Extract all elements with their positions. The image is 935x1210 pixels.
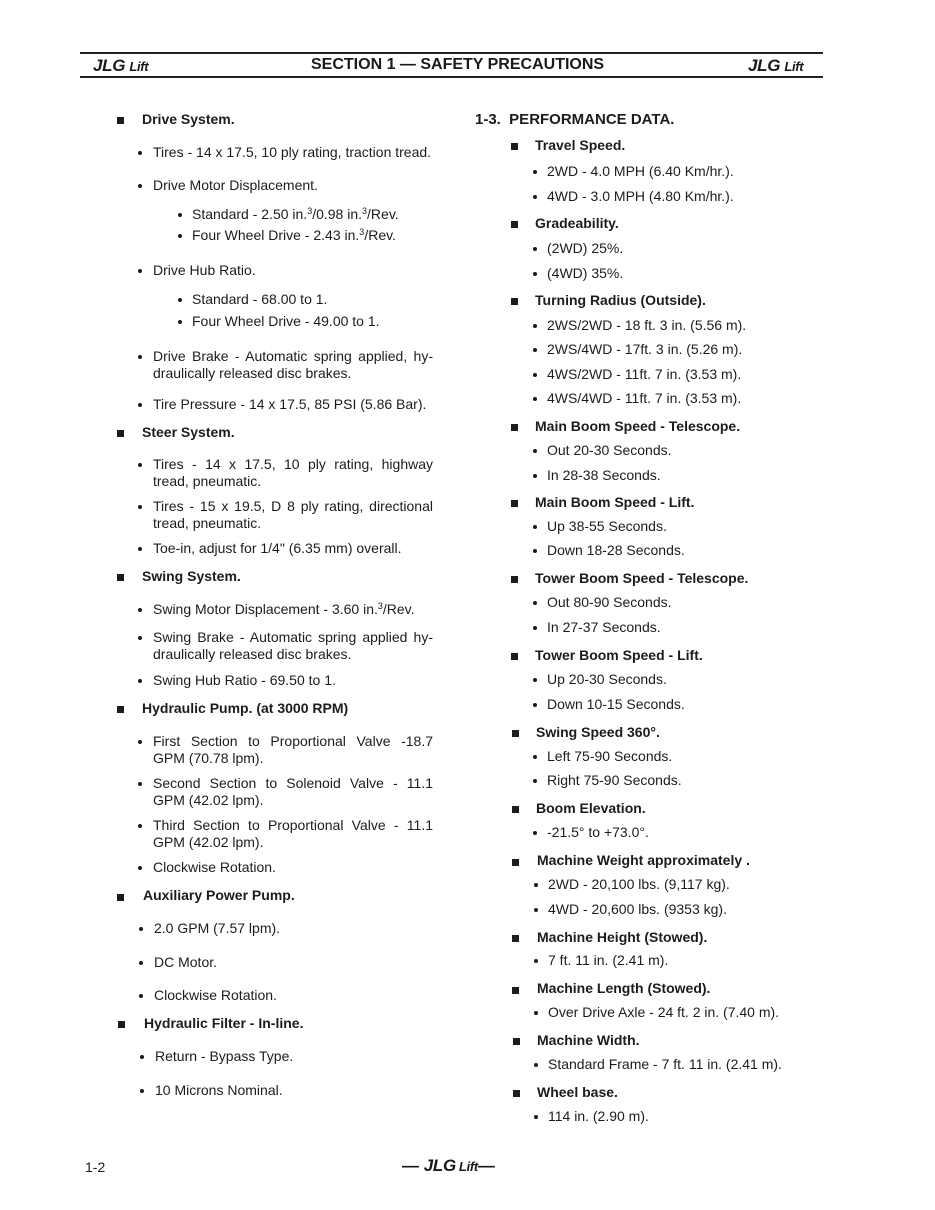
footer-logo: — JLG Lift— — [402, 1156, 495, 1175]
list-item: Up 20-30 Seconds. — [547, 671, 667, 687]
bullet-icon — [139, 927, 143, 931]
performance-data-title: 1-3. PERFORMANCE DATA. — [475, 111, 675, 128]
list-item: In 27-37 Seconds. — [547, 619, 661, 635]
section-heading: Turning Radius (Outside). — [535, 292, 706, 308]
bullet-icon — [138, 824, 142, 828]
section-heading: Main Boom Speed - Telescope. — [535, 418, 741, 434]
bullet-icon — [533, 449, 537, 453]
list-item: Swing Brake - Automatic spring applied hy-draulically released disc brakes. — [153, 629, 433, 662]
bullet-icon — [534, 1115, 538, 1119]
list-item: 4WS/2WD - 11ft. 7 in. (3.53 m). — [547, 366, 742, 382]
bullet-icon — [138, 740, 142, 744]
square-bullet-icon — [511, 298, 518, 305]
bullet-icon — [534, 883, 538, 887]
section-heading: Machine Length (Stowed). — [537, 980, 711, 996]
square-bullet-icon — [511, 221, 518, 228]
square-bullet-icon — [117, 894, 124, 901]
bullet-icon — [178, 213, 182, 217]
list-item: Down 18-28 Seconds. — [547, 542, 685, 558]
list-item: Swing Motor Displacement - 3.60 in.$^3$/Rev. — [153, 601, 415, 617]
bullet-icon — [533, 831, 537, 835]
bullet-icon — [533, 348, 537, 352]
list-item: Second Section to Solenoid Valve - 11.1 GPM (42.02 lpm). — [153, 775, 433, 808]
list-item: Clockwise Rotation. — [154, 987, 277, 1003]
list-item: Over Drive Axle - 24 ft. 2 in. (7.40 m). — [548, 1004, 780, 1020]
bullet-icon — [138, 269, 142, 273]
bullet-icon — [138, 866, 142, 870]
square-bullet-icon — [512, 987, 519, 994]
section-heading: Travel Speed. — [535, 137, 626, 153]
header-top-rule — [80, 52, 823, 54]
section-heading-swing-system: Swing System. — [142, 568, 241, 584]
list-item: 4WD - 20,600 lbs. (9353 kg). — [548, 901, 727, 917]
bullet-icon — [140, 1089, 144, 1093]
list-item: Standard - 68.00 to 1. — [192, 291, 328, 307]
bullet-icon — [534, 959, 538, 963]
square-bullet-icon — [512, 935, 519, 942]
bullet-icon — [138, 403, 142, 407]
list-item: Four Wheel Drive - 49.00 to 1. — [192, 313, 380, 329]
bullet-icon — [138, 505, 142, 509]
bullet-icon — [178, 320, 182, 324]
list-item: 2WD - 4.0 MPH (6.40 Km/hr.). — [547, 163, 734, 179]
list-item: 4WS/4WD - 11ft. 7 in. (3.53 m). — [547, 390, 742, 406]
list-item: Out 20-30 Seconds. — [547, 442, 672, 458]
list-item: 2WD - 20,100 lbs. (9,117 kg). — [548, 876, 730, 892]
bullet-icon — [138, 636, 142, 640]
section-heading: Machine Width. — [537, 1032, 640, 1048]
square-bullet-icon — [511, 424, 518, 431]
list-item: 7 ft. 11 in. (2.41 m). — [548, 952, 669, 968]
bullet-icon — [533, 601, 537, 605]
list-item: 10 Microns Nominal. — [155, 1082, 283, 1098]
bullet-icon — [533, 703, 537, 707]
bullet-icon — [533, 678, 537, 682]
section-heading-hydraulic-filter: Hydraulic Filter - In-line. — [144, 1015, 304, 1031]
section-heading: Main Boom Speed - Lift. — [535, 494, 695, 510]
list-item: 2WS/4WD - 17ft. 3 in. (5.26 m). — [547, 341, 743, 357]
bullet-icon — [533, 397, 537, 401]
bullet-icon — [138, 184, 142, 188]
section-heading: Tower Boom Speed - Telescope. — [535, 570, 749, 586]
section-heading: Swing Speed 360°. — [536, 724, 660, 740]
section-heading: Boom Elevation. — [536, 800, 646, 816]
list-item: (2WD) 25%. — [547, 240, 624, 256]
bullet-icon — [533, 626, 537, 630]
bullet-icon — [138, 151, 142, 155]
header-right-logo: JLG Lift — [748, 56, 804, 75]
bullet-icon — [533, 373, 537, 377]
list-item: Left 75-90 Seconds. — [547, 748, 673, 764]
square-bullet-icon — [512, 859, 519, 866]
list-item: Swing Hub Ratio - 69.50 to 1. — [153, 672, 336, 688]
bullet-icon — [533, 525, 537, 529]
bullet-icon — [139, 994, 143, 998]
square-bullet-icon — [511, 500, 518, 507]
square-bullet-icon — [117, 117, 124, 124]
bullet-icon — [533, 195, 537, 199]
section-heading: Machine Height (Stowed). — [537, 929, 708, 945]
square-bullet-icon — [512, 730, 519, 737]
square-bullet-icon — [513, 1090, 520, 1097]
bullet-icon — [533, 549, 537, 553]
bullet-icon — [533, 474, 537, 478]
square-bullet-icon — [511, 143, 518, 150]
square-bullet-icon — [512, 806, 519, 813]
section-heading: Machine Weight approximately . — [537, 852, 750, 868]
list-item: (4WD) 35%. — [547, 265, 624, 281]
bullet-icon — [534, 1063, 538, 1067]
header-left-logo: JLG Lift — [93, 56, 149, 75]
bullet-icon — [138, 608, 142, 612]
bullet-icon — [534, 1011, 538, 1015]
square-bullet-icon — [117, 430, 124, 437]
header-bottom-rule — [80, 76, 823, 78]
list-item: In 28-38 Seconds. — [547, 467, 661, 483]
bullet-icon — [138, 463, 142, 467]
square-bullet-icon — [511, 653, 518, 660]
section-heading: Gradeability. — [535, 215, 619, 231]
square-bullet-icon — [511, 576, 518, 583]
square-bullet-icon — [118, 1021, 125, 1028]
list-item: Tires - 15 x 19.5, D 8 ply rating, directional tread, pneumatic. — [153, 498, 433, 531]
list-item: -21.5° to +73.0°. — [547, 824, 649, 840]
section-heading-steer-system: Steer System. — [142, 424, 235, 440]
list-item: Drive Brake - Automatic spring applied, hy-draulically released disc brakes. — [153, 348, 433, 381]
bullet-icon — [533, 779, 537, 783]
section-heading-drive-system: Drive System. — [142, 111, 235, 127]
list-item: 2WS/2WD - 18 ft. 3 in. (5.56 m). — [547, 317, 747, 333]
bullet-icon — [138, 679, 142, 683]
bullet-icon — [178, 298, 182, 302]
section-title: SECTION 1 — SAFETY PRECAUTIONS — [311, 56, 605, 73]
list-item: Clockwise Rotation. — [153, 859, 276, 875]
bullet-icon — [533, 170, 537, 174]
bullet-icon — [533, 324, 537, 328]
list-item: Drive Hub Ratio. — [153, 262, 256, 278]
section-heading: Wheel base. — [537, 1084, 618, 1100]
bullet-icon — [140, 1055, 144, 1059]
list-item: Third Section to Proportional Valve - 11.1 GPM (42.02 lpm). — [153, 817, 433, 850]
list-item: Four Wheel Drive - 2.43 in.$^3$/Rev. — [192, 227, 396, 243]
list-item: Right 75-90 Seconds. — [547, 772, 682, 788]
list-item: Up 38-55 Seconds. — [547, 518, 667, 534]
bullet-icon — [533, 272, 537, 276]
list-item: Out 80-90 Seconds. — [547, 594, 672, 610]
list-item: Return - Bypass Type. — [155, 1048, 294, 1064]
list-item: Tires - 14 x 17.5, 10 ply rating, traction tread. — [153, 144, 432, 160]
square-bullet-icon — [513, 1038, 520, 1045]
page-number: 1-2 — [85, 1159, 106, 1175]
bullet-icon — [139, 961, 143, 965]
list-item: 4WD - 3.0 MPH (4.80 Km/hr.). — [547, 188, 734, 204]
bullet-icon — [533, 247, 537, 251]
list-item: Standard - 2.50 in.$^3$/0.98 in.$^3$/Rev. — [192, 206, 399, 222]
list-item: Tire Pressure - 14 x 17.5, 85 PSI (5.86 Bar). — [153, 396, 427, 412]
list-item: First Section to Proportional Valve -18.7 GPM (70.78 lpm). — [153, 733, 433, 766]
section-heading: Tower Boom Speed - Lift. — [535, 647, 703, 663]
square-bullet-icon — [117, 706, 124, 713]
bullet-icon — [534, 908, 538, 912]
list-item: Toe-in, adjust for 1/4" (6.35 mm) overall. — [153, 540, 402, 556]
section-heading-auxiliary-power-pump: Auxiliary Power Pump. — [143, 887, 295, 903]
bullet-icon — [138, 782, 142, 786]
list-item: 2.0 GPM (7.57 lpm). — [154, 920, 281, 936]
bullet-icon — [138, 355, 142, 359]
list-item: Drive Motor Displacement. — [153, 177, 318, 193]
list-item: DC Motor. — [154, 954, 218, 970]
list-item: Standard Frame - 7 ft. 11 in. (2.41 m). — [548, 1056, 782, 1072]
bullet-icon — [178, 234, 182, 238]
list-item: Down 10-15 Seconds. — [547, 696, 685, 712]
bullet-icon — [533, 755, 537, 759]
list-item: 114 in. (2.90 m). — [548, 1108, 649, 1124]
bullet-icon — [138, 547, 142, 551]
section-heading-hydraulic-pump: Hydraulic Pump. (at 3000 RPM) — [142, 700, 349, 716]
square-bullet-icon — [117, 574, 124, 581]
list-item: Tires - 14 x 17.5, 10 ply rating, highway tread, pneumatic. — [153, 456, 433, 489]
